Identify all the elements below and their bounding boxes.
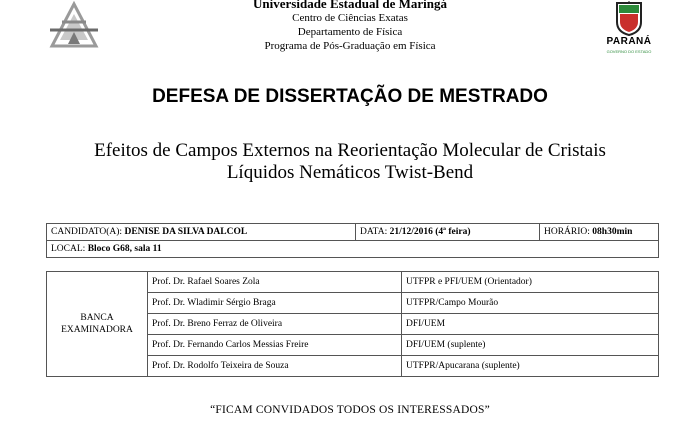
member-name: Prof. Dr. Wladimir Sérgio Braga — [148, 293, 402, 314]
date-value: 21/12/2016 (4ª feira) — [389, 227, 471, 237]
parana-sub-text: GOVERNO DO ESTADO — [606, 49, 652, 54]
member-affiliation: UTFPR e PFI/UEM (Orientador) — [402, 272, 659, 293]
candidate-name: DENISE DA SILVA DALCOL — [124, 227, 248, 237]
parana-logo — [598, 0, 660, 62]
parana-coat-of-arms-icon — [598, 0, 660, 36]
location-value: Bloco G68, sala 11 — [87, 244, 162, 254]
board-label-line-1: BANCA — [80, 313, 114, 323]
thesis-title — [40, 140, 660, 184]
board-label-cell — [47, 272, 148, 377]
center-name: Centro de Ciências Exatas — [292, 12, 408, 24]
invitation-footer: “FICAM CONVIDADOS TODOS OS INTERESSADOS” — [210, 404, 490, 416]
candidate-label: CANDIDATO(A): — [51, 227, 123, 237]
board-label-line-2: EXAMINADORA — [61, 325, 133, 335]
location-cell — [47, 241, 659, 258]
institution-header — [190, 0, 510, 53]
page-title: DEFESA DE DISSERTAÇÃO DE MESTRADO — [152, 86, 548, 107]
candidate-info-table — [46, 223, 659, 258]
member-name: Prof. Dr. Fernando Carlos Messias Freire — [148, 335, 402, 356]
thesis-title-line-2: Líquidos Nemáticos Twist-Bend — [226, 162, 474, 183]
thesis-title-line-1: Efeitos de Campos Externos na Reorientação Molecular de Cristais — [94, 140, 606, 161]
university-name: Universidade Estadual de Maringá — [253, 0, 447, 11]
candidate-row — [47, 224, 659, 241]
member-name: Prof. Dr. Rafael Soares Zola — [148, 272, 402, 293]
department-name: Departamento de Física — [297, 26, 403, 38]
member-affiliation: UTFPR/Campo Mourão — [402, 293, 659, 314]
time-value: 08h30min — [592, 227, 633, 237]
parana-brand-text: PARANÁ — [606, 36, 652, 47]
date-cell — [356, 224, 540, 241]
member-name: Prof. Dr. Breno Ferraz de Oliveira — [148, 314, 402, 335]
uem-logo-icon — [48, 0, 100, 50]
time-label: HORÁRIO: — [544, 227, 590, 237]
examining-board-table — [46, 271, 659, 377]
time-cell — [540, 224, 659, 241]
location-label: LOCAL: — [51, 244, 86, 254]
date-label: DATA: — [360, 227, 388, 237]
board-member-row — [47, 272, 659, 293]
candidate-cell — [47, 224, 356, 241]
member-name: Prof. Dr. Rodolfo Teixeira de Souza — [148, 356, 402, 377]
member-affiliation: UTFPR/Apucarana (suplente) — [402, 356, 659, 377]
program-name: Programa de Pós-Graduação em Física — [264, 40, 436, 52]
location-row — [47, 241, 659, 258]
member-affiliation: DFI/UEM — [402, 314, 659, 335]
member-affiliation: DFI/UEM (suplente) — [402, 335, 659, 356]
